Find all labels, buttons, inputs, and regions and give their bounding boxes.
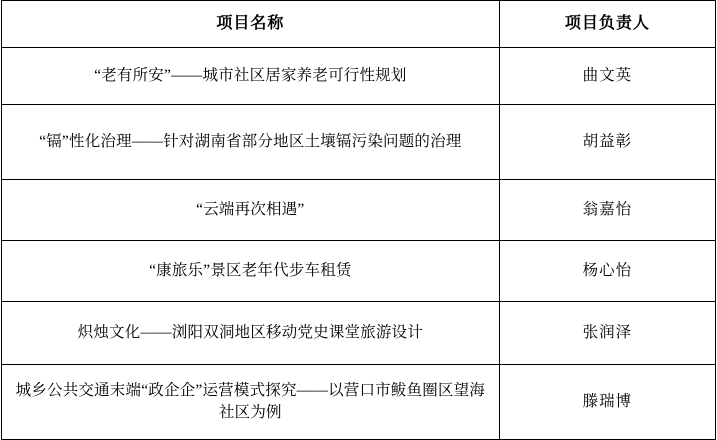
cell-project-name: 城乡公共交通末端“政企企”运营模式探究——以营口市鲅鱼圈区望海社区为例: [2, 365, 500, 440]
cell-project-owner: 滕瑞博: [499, 365, 715, 440]
cell-project-name: “云端再次相遇”: [2, 180, 500, 241]
cell-project-owner: 胡益彰: [499, 105, 715, 180]
project-table: [1, 0, 716, 440]
cell-project-name: “康旅乐”景区老年代步车租赁: [2, 241, 500, 302]
table-body: [2, 48, 716, 440]
cell-project-owner: 曲文英: [499, 48, 715, 105]
table-row: [2, 302, 716, 365]
cell-project-owner: 张润泽: [499, 302, 715, 365]
table-row: [2, 180, 716, 241]
column-header-project-name: 项目名称: [2, 1, 500, 48]
table-row: [2, 365, 716, 440]
table-row: [2, 105, 716, 180]
table-row: [2, 241, 716, 302]
table-row: [2, 48, 716, 105]
cell-project-name: “老有所安”——城市社区居家养老可行性规划: [2, 48, 500, 105]
table-header: [2, 1, 716, 48]
cell-project-owner: 翁嘉怡: [499, 180, 715, 241]
cell-project-name: “镉”性化治理——针对湖南省部分地区土壤镉污染问题的治理: [2, 105, 500, 180]
table-header-row: [2, 1, 716, 48]
cell-project-owner: 杨心怡: [499, 241, 715, 302]
cell-project-name: 炽烛文化——浏阳双洞地区移动党史课堂旅游设计: [2, 302, 500, 365]
column-header-project-owner: 项目负责人: [499, 1, 715, 48]
